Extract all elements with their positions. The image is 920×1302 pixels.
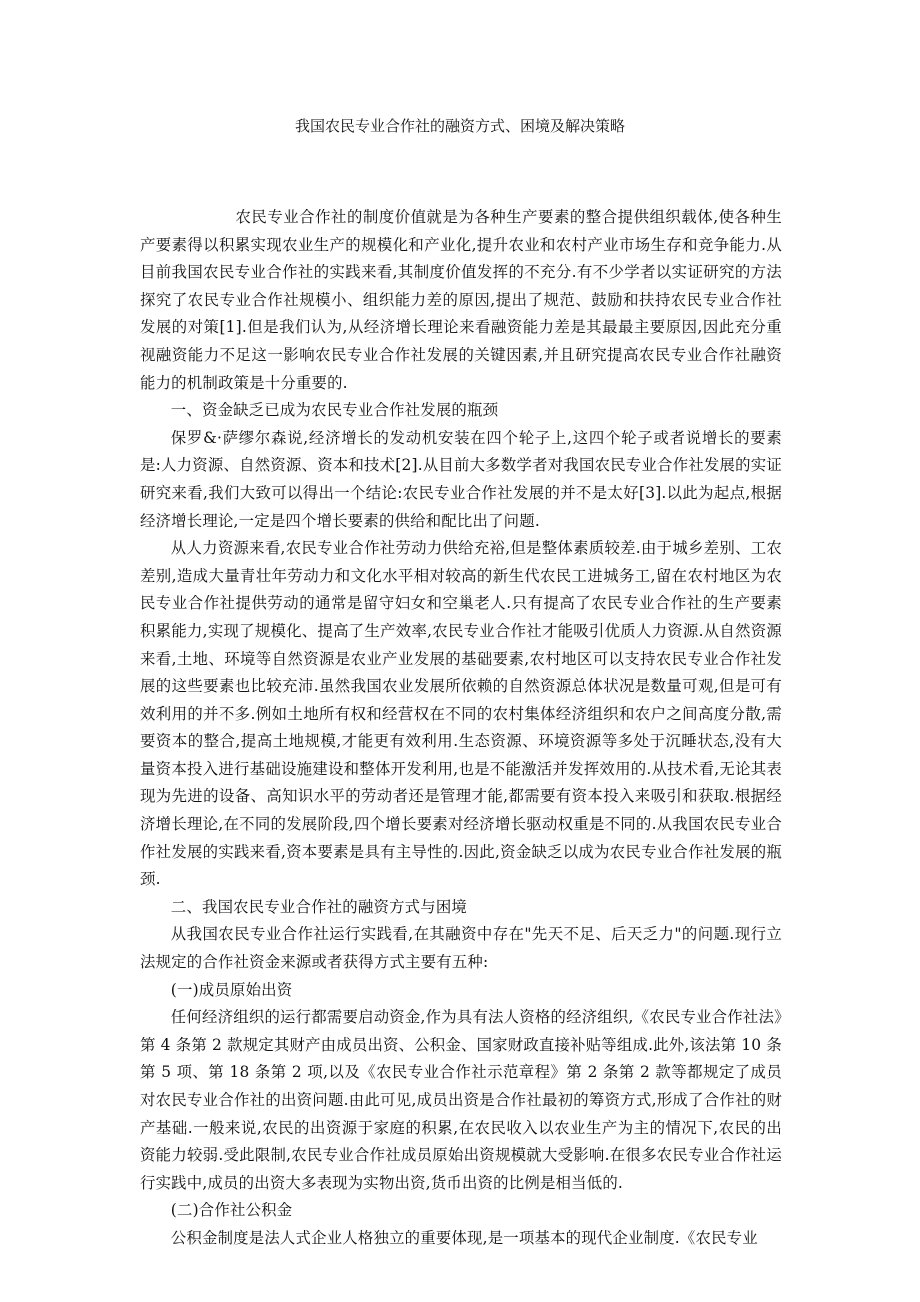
- document-body: [140, 204, 782, 1253]
- subsection-heading-2: (二)合作社公积金: [170, 1201, 293, 1220]
- paragraph: 从我国农民专业合作社运行实践看,在其融资中存在"先天不足、后天乏力"的问题.现行立法规定的合作社资金来源或者获得方式主要有五种:: [140, 925, 782, 972]
- paragraph: 公积金制度是法人式企业人格独立的重要体现,是一项基本的现代企业制度.《农民专业: [170, 1228, 758, 1247]
- paragraph: 任何经济组织的运行都需要启动资金,作为具有法人资格的经济组织,《农民专业合作社法》第 4 条第 2 款规定其财产由成员出资、公积金、国家财政直接补贴等组成.此外,该法第 10 条第 5 项、第 18 条第 2 项,以及《农民专业合作社示范章程》第 2 条第 2 款等都规定了成员对农民专业合作社的出资问题.由此可见,成员出资是合作社最初的筹资方式,形成了合作社的财产基础.一般来说,农民的出资源于家庭的积累,在农民收入以农业生产为主的情况下,农民的出资能力较弱.受此限制,农民专业合作社成员原始出资规模就大受影响.在很多农民专业合作社运行实践中,成员的出资大多表现为实物出资,货币出资的比例是相当低的.: [140, 1008, 782, 1192]
- section-heading-1: 一、资金缺乏已成为农民专业合作社发展的瓶颈: [170, 401, 499, 420]
- paragraph-intro: 农民专业合作社的制度价值就是为各种生产要素的整合提供组织载体,使各种生产要素得以积累实现农业生产的规模化和产业化,提升农业和农村产业市场生存和竞争能力.从目前我国农民专业合作社的实践来看,其制度价值发挥的不充分.有不少学者以实证研究的方法探究了农民专业合作社规模小、组织能力差的原因,提出了规范、鼓励和扶持农民专业合作社发展的对策[1].但是我们认为,从经济增长理论来看融资能力差是其最最主要原因,因此充分重视融资能力不足这一影响农民专业合作社发展的关键因素,并且研究提高农民专业合作社融资能力的机制政策是十分重要的.: [140, 208, 782, 392]
- section-heading-2: 二、我国农民专业合作社的融资方式与困境: [170, 897, 468, 916]
- document-title: 我国农民专业合作社的融资方式、困境及解决策略: [294, 117, 625, 135]
- paragraph: 从人力资源来看,农民专业合作社劳动力供给充裕,但是整体素质较差.由于城乡差别、工农差别,造成大量青壮年劳动力和文化水平相对较高的新生代农民工进城务工,留在农村地区为农民专业合作社提供劳动的通常是留守妇女和空巢老人.只有提高了农民专业合作社的生产要素积累能力,实现了规模化、提高了生产效率,农民专业合作社才能吸引优质人力资源.从自然资源来看,土地、环境等自然资源是农业产业发展的基础要素,农村地区可以支持农民专业合作社发展的这些要素也比较充沛.虽然我国农业发展所依赖的自然资源总体状况是数量可观,但是可有效利用的并不多.例如土地所有权和经营权在不同的农村集体经济组织和农户之间高度分散,需要资本的整合,提高土地规模,才能更有效利用.生态资源、环境资源等多处于沉睡状态,没有大量资本投入进行基础设施建设和整体开发利用,也是不能激活并发挥效用的.从技术看,无论其表现为先进的设备、高知识水平的劳动者还是管理才能,都需要有资本投入来吸引和获取.根据经济增长理论,在不同的发展阶段,四个增长要素对经济增长驱动权重是不同的.从我国农民专业合作社发展的实践来看,资本要素是具有主导性的.因此,资金缺乏以成为农民专业合作社发展的瓶颈.: [140, 539, 782, 889]
- paragraph: 保罗&·萨缪尔森说,经济增长的发动机安装在四个轮子上,这四个轮子或者说增长的要素是:人力资源、自然资源、资本和技术[2].从目前大多数学者对我国农民专业合作社发展的实证研究来看,我们大致可以得出一个结论:农民专业合作社发展的并不是太好[3].以此为起点,根据经济增长理论,一定是四个增长要素的供给和配比出了问题.: [140, 428, 782, 530]
- subsection-heading-1: (一)成员原始出资: [170, 980, 293, 999]
